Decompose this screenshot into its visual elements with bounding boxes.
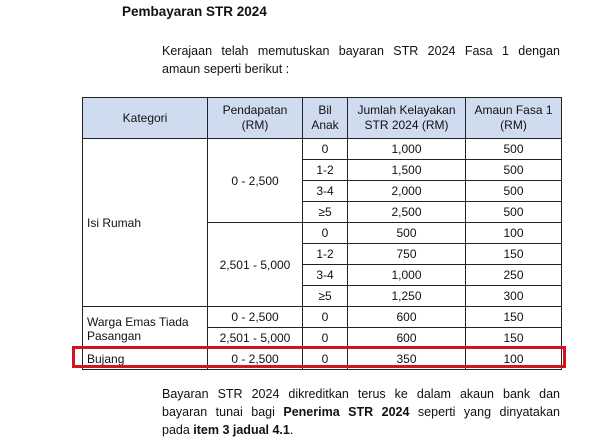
footer-line-3-pre: pada [162, 423, 194, 437]
bil-anak-cell: ≥5 [303, 202, 348, 223]
header-pendapatan-l1: Pendapatan [222, 103, 288, 117]
footer-paragraph [162, 385, 560, 439]
footer-bold-penerima: Penerima STR 2024 [283, 405, 410, 419]
footer-line-3 [162, 421, 560, 439]
header-amaun-l1: Amaun Fasa 1 [474, 103, 553, 117]
header-kelayakan-l2: STR 2024 (RM) [364, 118, 449, 132]
header-bil-anak [303, 98, 348, 139]
bil-anak-cell: 3-4 [303, 265, 348, 286]
bil-anak-cell: 1-2 [303, 160, 348, 181]
amaun-cell: 500 [466, 139, 562, 160]
footer-bold-item: item 3 jadual 4.1 [193, 423, 290, 437]
header-amaun [466, 98, 562, 139]
amaun-cell: 300 [466, 286, 562, 307]
section-title: Pembayaran STR 2024 [122, 4, 267, 19]
amaun-cell: 500 [466, 160, 562, 181]
kelayakan-cell: 2,000 [348, 181, 466, 202]
bil-anak-cell: 0 [303, 223, 348, 244]
kelayakan-cell: 2,500 [348, 202, 466, 223]
footer-line-2-pre: bayaran tunai bagi [162, 405, 284, 419]
bil-anak-cell: 1-2 [303, 244, 348, 265]
bil-anak-cell: 0 [303, 328, 348, 349]
amaun-cell: 250 [466, 265, 562, 286]
footer-line-2-post: seperti yang dinyatakan [409, 405, 560, 419]
amaun-cell: 150 [466, 307, 562, 328]
str-payment-table [82, 97, 562, 370]
amaun-cell: 100 [466, 223, 562, 244]
header-bil-anak-l2: Anak [311, 118, 339, 132]
kelayakan-cell: 1,500 [348, 160, 466, 181]
category-warga-emas: Warga Emas Tiada Pasangan [83, 307, 208, 349]
bil-anak-cell: 0 [303, 139, 348, 160]
table-header-row [83, 98, 562, 139]
kelayakan-cell: 600 [348, 307, 466, 328]
intro-paragraph [162, 42, 560, 78]
table-row [83, 139, 562, 160]
kelayakan-cell: 1,000 [348, 139, 466, 160]
kelayakan-cell: 500 [348, 223, 466, 244]
category-isi-rumah: Isi Rumah [83, 139, 208, 307]
income-range: 2,501 - 5,000 [208, 328, 303, 349]
amaun-cell: 150 [466, 244, 562, 265]
kelayakan-cell: 1,250 [348, 286, 466, 307]
kelayakan-cell: 600 [348, 328, 466, 349]
footer-line-3-post: . [289, 423, 294, 437]
header-pendapatan-l2: (RM) [241, 118, 269, 132]
footer-line-1: Bayaran STR 2024 dikreditkan terus ke dalam akaun bank dan [162, 387, 560, 401]
category-bujang: Bujang [83, 349, 208, 370]
header-kategori: Kategori [83, 98, 208, 139]
bil-anak-cell: 3-4 [303, 181, 348, 202]
income-range: 0 - 2,500 [208, 139, 303, 223]
intro-line-1: Kerajaan telah memutuskan bayaran STR 2024 Fasa 1 dengan [162, 44, 560, 58]
header-bil-anak-l1: Bil [318, 103, 332, 117]
kelayakan-cell: 350 [348, 349, 466, 370]
bil-anak-cell: 0 [303, 307, 348, 328]
header-amaun-l2: (RM) [500, 118, 527, 132]
amaun-cell: 150 [466, 328, 562, 349]
header-pendapatan [208, 98, 303, 139]
bujang-highlight-box [72, 346, 566, 368]
header-kelayakan [348, 98, 466, 139]
footer-line-2 [162, 403, 560, 421]
amaun-cell: 500 [466, 181, 562, 202]
bil-anak-cell: ≥5 [303, 286, 348, 307]
income-range: 0 - 2,500 [208, 349, 303, 370]
kelayakan-cell: 1,000 [348, 265, 466, 286]
income-range: 0 - 2,500 [208, 307, 303, 328]
kelayakan-cell: 750 [348, 244, 466, 265]
amaun-cell: 100 [466, 349, 562, 370]
amaun-cell: 500 [466, 202, 562, 223]
bil-anak-cell: 0 [303, 349, 348, 370]
header-kelayakan-l1: Jumlah Kelayakan [357, 103, 456, 117]
intro-line-2: amaun seperti berikut : [162, 62, 290, 76]
income-range: 2,501 - 5,000 [208, 223, 303, 307]
table-row [83, 307, 562, 328]
